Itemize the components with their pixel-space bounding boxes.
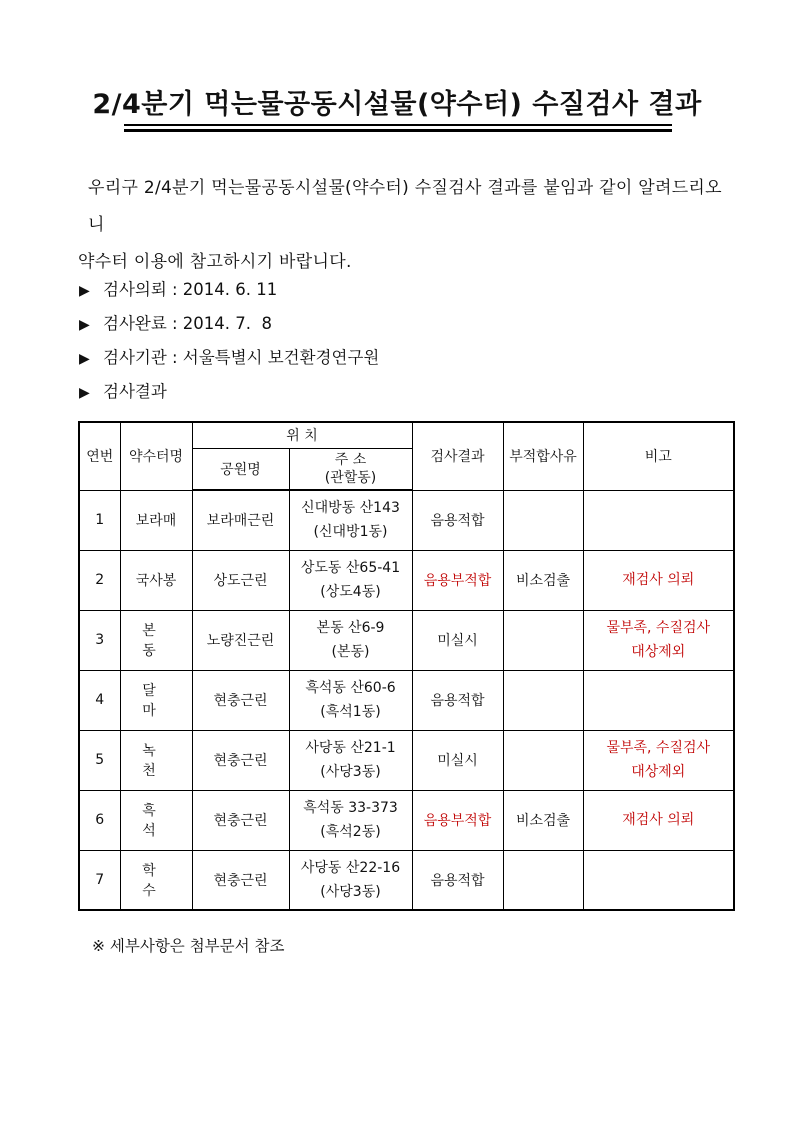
arrow-icon: ▶ (79, 317, 90, 333)
cell-name: 보라매 (120, 490, 192, 550)
arrow-icon: ▶ (79, 283, 90, 299)
cell-address-line1: 사당동 산21-1 (305, 740, 396, 756)
header-result: 검사결과 (412, 422, 503, 490)
info-item-request (79, 277, 379, 311)
cell-result: 음용적합 (412, 670, 503, 730)
cell-name: 달 마 (120, 670, 192, 730)
cell-name: 흑 석 (120, 790, 192, 850)
cell-address (289, 490, 412, 550)
intro-line-2: 약수터 이용에 참고하시기 바랍니다. (78, 252, 352, 272)
cell-park: 현충근린 (192, 730, 289, 790)
cell-remark (583, 730, 734, 790)
cell-remark-line1: 물부족, 수질검사 (606, 620, 711, 636)
cell-name: 학 수 (120, 850, 192, 910)
cell-address-line2: (신대방1동) (313, 524, 388, 541)
cell-remark-line1: 재검사 의뢰 (622, 572, 695, 588)
info-text: 검사의뢰 : 2014. 6. 11 (103, 280, 278, 299)
cell-address-line2: (사당3동) (320, 883, 381, 900)
cell-name: 국사봉 (120, 550, 192, 610)
cell-address (289, 550, 412, 610)
info-list (79, 277, 379, 413)
cell-park: 현충근린 (192, 790, 289, 850)
title-underline (124, 124, 672, 126)
header-no: 연번 (79, 422, 120, 490)
cell-name: 본 동 (120, 610, 192, 670)
cell-address-line2: (상도4동) (320, 584, 381, 600)
cell-address (289, 730, 412, 790)
cell-no: 4 (79, 670, 120, 730)
info-item-agency (79, 345, 379, 379)
cell-park: 현충근린 (192, 670, 289, 730)
cell-result: 음용적합 (412, 850, 503, 910)
cell-address-line1: 신대방동 산143 (301, 500, 400, 517)
header-address-top: 주 소 (334, 451, 367, 468)
cell-result: 음용적합 (412, 490, 503, 550)
cell-reason (503, 730, 583, 790)
page-title: 2/4분기 먹는물공동시설물(약수터) 수질검사 결과 (92, 89, 702, 120)
table-row (79, 670, 734, 730)
cell-no: 3 (79, 610, 120, 670)
cell-park: 상도근린 (192, 550, 289, 610)
info-text: 검사기관 : 서울특별시 보건환경연구원 (103, 348, 380, 367)
cell-reason (503, 610, 583, 670)
cell-remark (583, 670, 734, 730)
cell-result: 미실시 (412, 730, 503, 790)
cell-park: 보라매근린 (192, 490, 289, 550)
table-row (79, 790, 734, 850)
cell-address-line1: 흑석동 33-373 (303, 800, 398, 816)
info-text: 검사완료 : 2014. 7. 8 (103, 314, 273, 333)
cell-remark (583, 610, 734, 670)
cell-park: 현충근린 (192, 850, 289, 910)
header-name: 약수터명 (120, 422, 192, 490)
cell-name: 녹 천 (120, 730, 192, 790)
cell-remark (583, 790, 734, 850)
cell-reason (503, 670, 583, 730)
cell-address (289, 790, 412, 850)
header-park: 공원명 (192, 448, 289, 490)
cell-no: 1 (79, 490, 120, 550)
cell-remark (583, 550, 734, 610)
cell-no: 2 (79, 550, 120, 610)
title-underline-thick (124, 129, 672, 132)
header-reason: 부적합사유 (503, 422, 583, 490)
table-row (79, 610, 734, 670)
cell-remark (583, 490, 734, 550)
cell-remark-line1: 재검사 의뢰 (622, 812, 695, 828)
info-item-complete (79, 311, 379, 345)
cell-reason (503, 490, 583, 550)
table-row (79, 490, 734, 550)
cell-address-line1: 흑석동 산60-6 (305, 680, 396, 696)
cell-address-line1: 사당동 산22-16 (300, 859, 401, 876)
cell-reason: 비소검출 (503, 790, 583, 850)
cell-result: 미실시 (412, 610, 503, 670)
cell-address (289, 850, 412, 910)
intro-line-1: 우리구 2/4분기 먹는물공동시설물(약수터) 수질검사 결과를 붙임과 같이 알려드리오니 (88, 178, 722, 235)
intro-paragraph (78, 170, 728, 281)
cell-address-line1: 상도동 산65-41 (300, 560, 401, 576)
arrow-icon: ▶ (79, 385, 90, 401)
cell-park: 노량진근린 (192, 610, 289, 670)
cell-remark (583, 850, 734, 910)
results-table (78, 421, 735, 911)
header-location: 위 치 (192, 422, 412, 448)
table-row (79, 730, 734, 790)
cell-remark-line2: 대상제외 (631, 764, 686, 780)
cell-remark-line1: 물부족, 수질검사 (606, 740, 711, 756)
cell-result: 음용부적합 (412, 550, 503, 610)
table-row (79, 850, 734, 910)
cell-address-line2: (본동) (331, 644, 370, 660)
header-address (289, 448, 412, 490)
info-text: 검사결과 (103, 382, 167, 401)
cell-no: 6 (79, 790, 120, 850)
cell-reason (503, 850, 583, 910)
cell-reason: 비소검출 (503, 550, 583, 610)
info-item-results (79, 379, 379, 413)
header-address-bottom: (관할동) (324, 469, 377, 486)
cell-result: 음용부적합 (412, 790, 503, 850)
cell-no: 7 (79, 850, 120, 910)
cell-address-line2: (흑석1동) (320, 704, 381, 720)
cell-no: 5 (79, 730, 120, 790)
header-remark: 비고 (583, 422, 734, 490)
cell-address-line2: (사당3동) (320, 764, 381, 780)
cell-address (289, 670, 412, 730)
table-row (79, 550, 734, 610)
footnote: ※ 세부사항은 첨부문서 참조 (92, 937, 285, 955)
cell-address-line1: 본동 산6-9 (316, 620, 385, 636)
cell-address-line2: (흑석2동) (320, 824, 381, 840)
cell-address (289, 610, 412, 670)
arrow-icon: ▶ (79, 351, 90, 367)
cell-remark-line2: 대상제외 (631, 644, 686, 660)
